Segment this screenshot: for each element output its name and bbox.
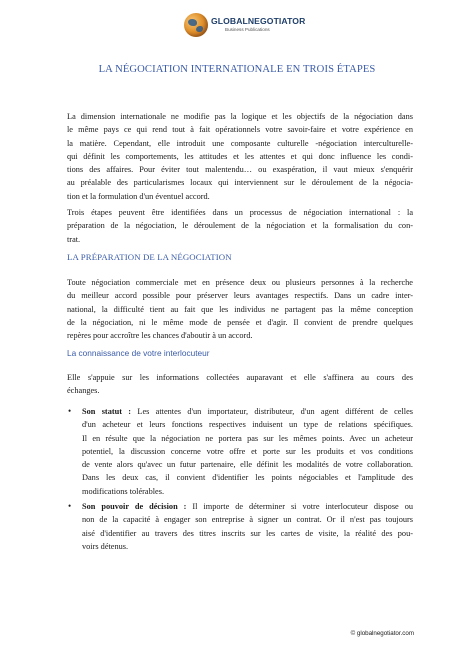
text-line: tion et la formulation d'un éventuel accord. [67,191,210,201]
text-line: Dans les deux cas, il convient d'identifier les points négociables et l'amplitude des [82,473,413,483]
stages-paragraph [67,206,413,246]
text-line: préparation de la négociation, le déroulement de la négociation et la formalisation du con- [67,221,413,231]
text-line: potentiel, la discussion concerne votre offre et porte sur les produits et vos conditions [82,446,413,456]
text-line: de la négociation, ni le même mode de pensée et d'agir. Il convient de prendre quelques [67,317,413,327]
text-line: Trois étapes peuvent être identifiées dans un processus de négociation international : la [67,208,413,217]
brand-logo [184,9,306,41]
interlocutor-paragraph [67,371,413,398]
bullet-item-decision-power [68,500,413,553]
text-line: Son statut : Les attentes d'un importateur, distributeur, d'un agent différent de celles [82,407,413,416]
preparation-paragraph [67,276,413,342]
text-line: échanges. [67,386,100,396]
text-line: aisé d'identifier au travers des titres inscrits sur les cartes de visite, la réalité des pou- [82,528,413,538]
text-line: repères pour accroître les chances d'aboutir à un accord. [67,331,253,341]
text-line: d'un acheteur et leurs fonctions respectives induisent un type de relations spécifiques. [82,420,413,430]
text-line: national, la difficulté tient au fait que les individus ne partagent pas la même conception [67,304,413,314]
footer-copyright: © globalnegotiator.com [350,630,414,637]
section-heading: LA PRÉPARATION DE LA NÉGOCIATION [67,252,232,262]
bullet-icon: • [68,501,72,511]
document-title: LA NÉGOCIATION INTERNATIONALE EN TROIS ÉTAPES [98,64,376,75]
text-line: La dimension internationale ne modifie pas la logique et les objectifs de la négociation dans [67,112,413,121]
bullet-item-status [68,405,413,498]
text-line: tions des affaires. Pour éviter tout malentendu… ou exaspération, il vaut mieux s'enquérir [67,165,413,175]
text-line: la matière. Cependant, elle introduit une composante culturelle -négociation interculturelle- [67,138,413,148]
text-line: Il en résulte que la négociation ne portera pas sur les mêmes points. Avec un acheteur [82,433,413,443]
logo-subtitle: Business Publications [225,27,270,32]
text-line: Toute négociation commerciale met en présence deux ou plusieurs personnes à la recherche [67,278,413,287]
text-line: de vente alors qu'avec un futur partenaire, elle définit les modalités de votre collaboration. [82,460,413,470]
logo-name: GLOBALNEGOTIATOR [211,16,306,27]
text-line: voirs détenus. [82,541,129,551]
bullet-label: Son pouvoir de décision : [82,502,187,511]
text-line: Son pouvoir de décision : Il importe de déterminer si votre interlocuteur dispose ou [82,502,413,511]
text-line: Elle s'appuie sur les informations collectées auparavant et elle s'affinera au cours des [67,373,413,382]
bullet-icon: • [68,406,72,416]
text-line: au préalable des particularismes locaux qui interviennent sur le déroulement de la négocia- [67,178,413,188]
intro-paragraph [67,110,413,203]
text-line: qui définit les comportements, les attitudes et les attentes et qui donc influence les condi- [67,151,413,161]
text-line: modifications tolérables. [82,486,165,496]
text-line: trat. [67,234,81,244]
logo-text [211,17,305,32]
text-line: du meilleur accord possible pour préserver leurs avantages respectifs. Dans un cadre inter- [67,291,413,301]
text-line: le même pays ce qui rend tout à fait opérationnels votre savoir-faire et votre expérience en [67,125,413,135]
globe-icon [184,13,208,37]
text-line: non de la capacité à engager son entreprise à signer un contrat. Or il n'est pas toujours [82,515,413,525]
subsection-heading: La connaissance de votre interlocuteur [67,348,210,358]
bullet-label: Son statut : [82,407,132,416]
